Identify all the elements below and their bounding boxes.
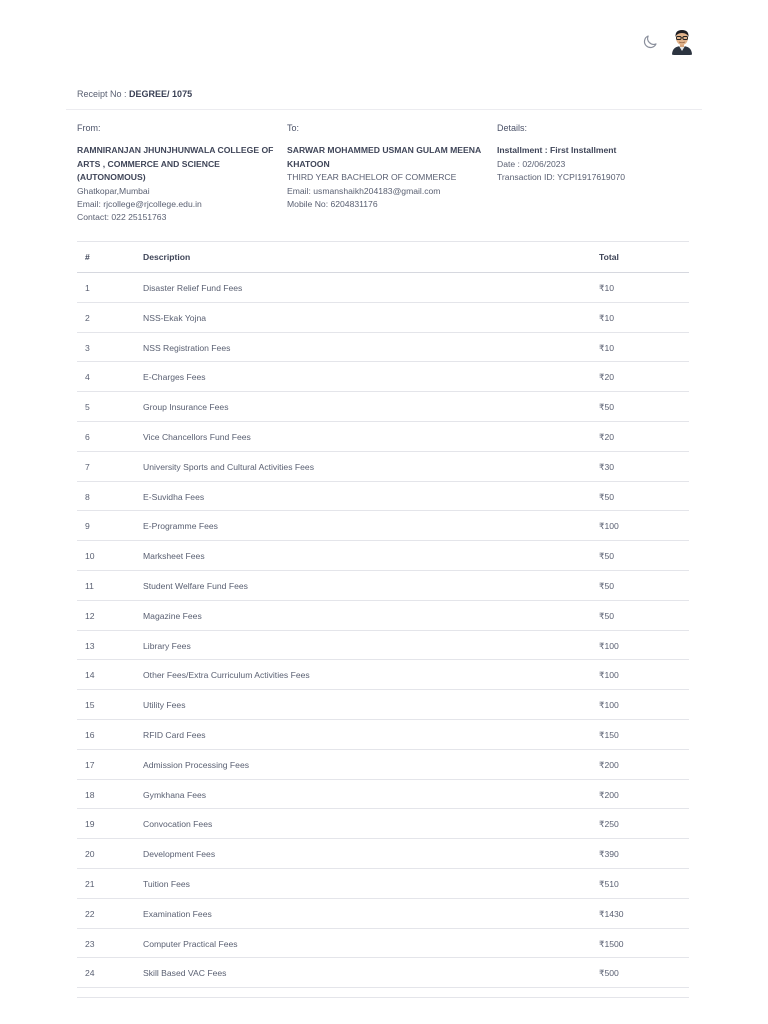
from-section	[77, 122, 277, 225]
cell-total: ₹200	[599, 759, 619, 770]
cell-num: 8	[85, 491, 90, 502]
cell-description: NSS-Ekak Yojna	[143, 312, 207, 323]
table-row	[77, 362, 689, 392]
cell-description: Library Fees	[143, 640, 191, 651]
cell-description: Admission Processing Fees	[143, 759, 250, 770]
transaction-id: Transaction ID: YCPI1917619070	[497, 172, 626, 183]
cell-description: Examination Fees	[143, 908, 212, 919]
from-heading: From:	[77, 123, 101, 133]
cell-description: Vice Chancellors Fund Fees	[143, 431, 251, 442]
cell-num: 22	[85, 908, 95, 919]
cell-description: RFID Card Fees	[143, 729, 206, 740]
table-bottom-border	[77, 997, 689, 998]
payment-date: Date : 02/06/2023	[497, 158, 566, 169]
moon-icon[interactable]	[641, 33, 659, 51]
cell-num: 17	[85, 759, 95, 770]
table-row	[77, 660, 689, 690]
table-row	[77, 839, 689, 869]
cell-description: Gymkhana Fees	[143, 789, 207, 800]
cell-total: ₹200	[599, 789, 619, 800]
cell-total: ₹150	[599, 729, 619, 740]
cell-num: 10	[85, 551, 95, 562]
cell-num: 19	[85, 819, 95, 830]
cell-total: ₹510	[599, 878, 619, 889]
table-row	[77, 750, 689, 780]
cell-num: 3	[85, 342, 90, 353]
student-name-line-1: SARWAR MOHAMMED USMAN GULAM MEENA	[287, 145, 482, 156]
cell-total: ₹10	[599, 342, 615, 353]
table-row	[77, 392, 689, 422]
cell-num: 11	[85, 580, 94, 591]
receipt-label: Receipt No :	[77, 89, 127, 99]
cell-num: 21	[85, 878, 95, 889]
table-row	[77, 601, 689, 631]
table-row	[77, 631, 689, 661]
college-email: Email: rjcollege@rjcollege.edu.in	[77, 199, 202, 210]
table-row	[77, 958, 689, 988]
cell-total: ₹50	[599, 402, 615, 413]
cell-description: NSS Registration Fees	[143, 342, 231, 353]
header-total: Total	[599, 252, 619, 262]
cell-description: Group Insurance Fees	[143, 402, 229, 413]
cell-total: ₹10	[599, 312, 615, 323]
cell-num: 9	[85, 521, 90, 532]
to-section	[287, 122, 492, 211]
table-header-row	[77, 242, 689, 273]
cell-num: 5	[85, 402, 90, 413]
cell-num: 14	[85, 670, 95, 681]
top-bar	[0, 0, 768, 80]
table-row	[77, 929, 689, 959]
table-row	[77, 511, 689, 541]
cell-total: ₹10	[599, 283, 615, 293]
cell-num: 13	[85, 640, 95, 651]
cell-num: 7	[85, 461, 90, 472]
cell-description: Other Fees/Extra Curriculum Activities Fees	[143, 670, 310, 681]
student-mobile: Mobile No: 6204831176	[287, 199, 378, 210]
table-row	[77, 482, 689, 512]
table-row	[77, 422, 689, 452]
cell-num: 24	[85, 968, 95, 979]
cell-total: ₹500	[599, 968, 619, 979]
table-row	[77, 780, 689, 810]
cell-description: Disaster Relief Fund Fees	[143, 283, 243, 293]
student-email: Email: usmanshaikh204183@gmail.com	[287, 185, 441, 196]
cell-num: 23	[85, 938, 95, 949]
cell-total: ₹390	[599, 849, 619, 860]
cell-total: ₹50	[599, 491, 615, 502]
cell-description: E-Suvidha Fees	[143, 491, 205, 502]
avatar[interactable]	[670, 27, 694, 55]
header-description: Description	[143, 252, 191, 262]
cell-total: ₹30	[599, 461, 615, 472]
student-course: THIRD YEAR BACHELOR OF COMMERCE	[287, 172, 457, 183]
installment-info: Installment : First Installment	[497, 145, 617, 156]
table-row	[77, 571, 689, 601]
cell-description: Magazine Fees	[143, 610, 202, 621]
cell-num: 12	[85, 610, 95, 621]
table-row	[77, 720, 689, 750]
header-num: #	[85, 252, 90, 262]
cell-total: ₹250	[599, 819, 619, 830]
cell-description: Marksheet Fees	[143, 551, 205, 562]
cell-description: Skill Based VAC Fees	[143, 968, 227, 979]
cell-total: ₹100	[599, 670, 619, 681]
college-address: Ghatkopar,Mumbai	[77, 185, 150, 196]
cell-description: Development Fees	[143, 849, 216, 860]
cell-description: Computer Practical Fees	[143, 938, 238, 949]
cell-num: 20	[85, 849, 95, 860]
cell-total: ₹100	[599, 521, 619, 532]
table-row	[77, 273, 689, 303]
table-row	[77, 303, 689, 333]
cell-description: University Sports and Cultural Activities Fees	[143, 461, 314, 472]
cell-total: ₹50	[599, 551, 615, 562]
table-row	[77, 452, 689, 482]
divider	[66, 109, 702, 110]
cell-description: E-Programme Fees	[143, 521, 218, 532]
college-name-line-2: ARTS , COMMERCE AND SCIENCE	[77, 158, 220, 169]
fees-table	[77, 241, 689, 988]
cell-total: ₹1500	[599, 938, 624, 949]
cell-description: Convocation Fees	[143, 819, 213, 830]
cell-num: 6	[85, 431, 90, 442]
table-row	[77, 333, 689, 363]
cell-total: ₹50	[599, 580, 615, 591]
cell-num: 16	[85, 729, 95, 740]
cell-total: ₹1430	[599, 908, 624, 919]
receipt-value: DEGREE/ 1075	[129, 89, 193, 99]
cell-description: Tuition Fees	[143, 878, 190, 889]
cell-num: 4	[85, 372, 90, 383]
cell-num: 18	[85, 789, 95, 800]
college-name-line-3: (AUTONOMOUS)	[77, 172, 146, 183]
cell-total: ₹100	[599, 640, 619, 651]
college-name-line-1: RAMNIRANJAN JHUNJHUNWALA COLLEGE OF	[77, 145, 274, 156]
cell-description: Student Welfare Fund Fees	[143, 580, 248, 591]
table-row	[77, 869, 689, 899]
table-row	[77, 809, 689, 839]
cell-total: ₹20	[599, 372, 615, 383]
table-row	[77, 541, 689, 571]
college-contact: Contact: 022 25151763	[77, 212, 167, 223]
cell-num: 1	[85, 283, 90, 293]
cell-num: 15	[85, 700, 95, 711]
cell-total: ₹20	[599, 431, 615, 442]
table-row	[77, 690, 689, 720]
details-heading: Details:	[497, 123, 528, 133]
table-row	[77, 899, 689, 929]
receipt-number	[77, 89, 192, 99]
to-heading: To:	[287, 123, 300, 133]
cell-description: Utility Fees	[143, 700, 186, 711]
student-name-line-2: KHATOON	[287, 158, 330, 169]
details-section	[497, 122, 697, 185]
cell-total: ₹100	[599, 700, 619, 711]
cell-total: ₹50	[599, 610, 615, 621]
cell-num: 2	[85, 312, 90, 323]
cell-description: E-Charges Fees	[143, 372, 206, 383]
